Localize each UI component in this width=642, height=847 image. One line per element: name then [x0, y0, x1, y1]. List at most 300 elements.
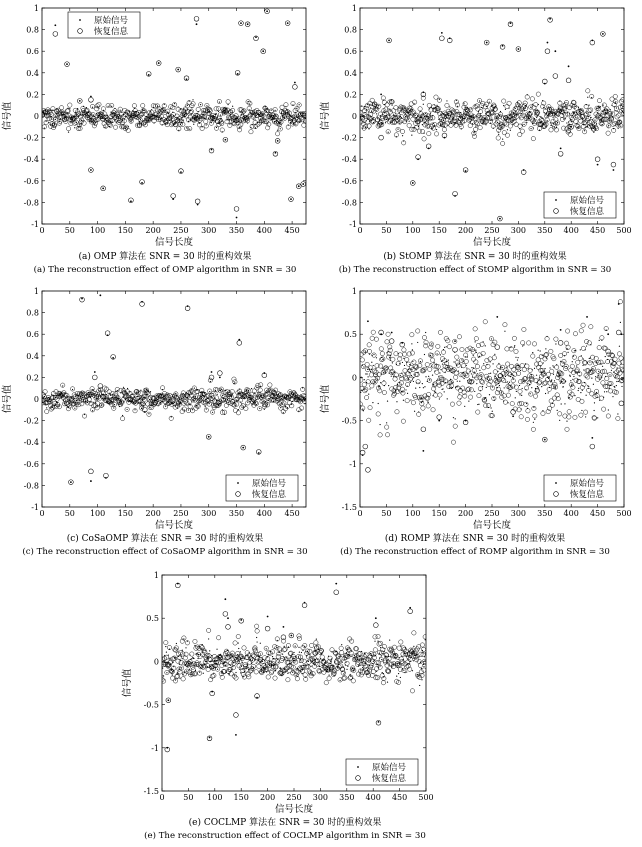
data-point-dot: [471, 373, 472, 374]
data-point-dot: [243, 111, 244, 112]
data-point-dot: [370, 107, 371, 108]
data-point-dot: [372, 118, 373, 119]
data-point-dot: [238, 121, 239, 122]
data-point-dot: [468, 401, 469, 402]
data-point-dot: [260, 119, 261, 120]
data-point-dot: [622, 106, 623, 107]
data-point-dot: [293, 670, 294, 671]
data-point-dot: [158, 116, 159, 117]
data-point-dot: [600, 106, 601, 107]
data-point-dot: [101, 404, 102, 405]
data-point-dot: [241, 398, 242, 399]
x-tick-label: 100: [405, 226, 421, 235]
data-point-dot: [211, 122, 212, 123]
data-point-dot: [408, 369, 409, 370]
data-point-dot: [141, 115, 142, 116]
data-point-circle: [371, 330, 375, 334]
data-point-circle: [367, 349, 371, 353]
data-point-circle: [445, 103, 449, 107]
data-point-circle: [402, 352, 406, 356]
data-point-dot: [514, 345, 515, 346]
data-point-dot: [569, 397, 570, 398]
data-point-dot: [494, 399, 495, 400]
data-point-circle: [266, 675, 270, 679]
data-point-circle: [290, 671, 294, 675]
data-point-dot: [605, 356, 606, 357]
data-point-dot: [112, 394, 113, 395]
data-point-circle: [475, 364, 479, 368]
data-point-dot: [526, 122, 527, 123]
data-point-dot: [62, 385, 63, 386]
data-point-dot: [453, 361, 454, 362]
data-point-circle: [120, 416, 124, 420]
data-point-dot: [468, 119, 469, 120]
data-point-circle: [518, 124, 522, 128]
data-point-dot: [176, 643, 177, 644]
data-point-dot: [278, 662, 279, 663]
data-point-circle: [525, 95, 529, 99]
data-point-dot: [603, 105, 604, 106]
data-point-circle: [90, 408, 94, 412]
data-point-dot: [479, 370, 480, 371]
x-tick-label: 0: [357, 226, 363, 235]
data-point-dot: [219, 657, 220, 658]
data-point-dot: [581, 410, 582, 411]
data-point-circle: [508, 124, 512, 128]
y-axis-label: 信号值: [122, 668, 133, 698]
data-point-dot: [227, 399, 228, 400]
data-point-circle: [597, 98, 601, 102]
legend-dot-marker: [555, 482, 557, 484]
data-point-dot: [373, 354, 374, 355]
data-point-dot: [604, 391, 605, 392]
data-point-dot: [431, 343, 432, 344]
data-point-circle: [144, 112, 148, 116]
caption-c-en: (c) The reconstruction effect of CoSaOMP algorithm in SNR = 30: [22, 547, 308, 557]
data-point-dot: [574, 350, 575, 351]
data-point-circle: [457, 335, 461, 339]
data-point-dot: [464, 406, 465, 407]
data-point-dot: [259, 394, 260, 395]
data-point-circle: [430, 358, 434, 362]
data-point-dot: [498, 363, 499, 364]
y-tick-label: -1: [349, 459, 357, 469]
data-point-dot: [239, 669, 240, 670]
data-point-circle: [579, 329, 583, 333]
data-point-dot: [460, 112, 461, 113]
data-point-circle: [193, 672, 197, 676]
data-point-circle: [214, 126, 218, 130]
data-point-dot: [540, 365, 541, 366]
data-point-dot: [169, 658, 170, 659]
data-point-dot: [93, 402, 94, 403]
data-point-dot: [287, 658, 288, 659]
data-point-dot: [430, 113, 431, 114]
data-point-dot: [415, 369, 416, 370]
data-point-dot: [580, 349, 581, 350]
data-point-dot: [120, 110, 121, 111]
data-point-dot: [499, 115, 500, 116]
data-point-dot: [128, 126, 129, 127]
data-point-dot: [200, 661, 201, 662]
data-point-dot: [277, 400, 278, 401]
data-point-dot: [166, 651, 167, 652]
data-point-dot: [283, 656, 284, 657]
data-point-dot: [518, 48, 520, 50]
data-point-dot: [264, 660, 265, 661]
data-point-dot: [453, 117, 454, 118]
data-point-circle: [98, 384, 103, 389]
data-point-dot: [78, 398, 79, 399]
data-point-dot: [258, 452, 260, 454]
data-point-dot: [471, 367, 472, 368]
data-point-dot: [328, 675, 329, 676]
data-point-circle: [600, 336, 604, 340]
data-point-dot: [586, 345, 587, 346]
data-point-dot: [276, 400, 277, 401]
data-point-circle: [532, 342, 536, 346]
data-point-dot: [622, 378, 623, 379]
data-point-dot: [92, 410, 93, 411]
data-point-dot: [265, 106, 266, 107]
data-point-dot: [492, 386, 493, 387]
data-point-dot: [533, 422, 534, 423]
y-tick-label: 1: [351, 4, 357, 13]
data-point-circle: [365, 362, 369, 366]
data-point-dot: [148, 74, 150, 76]
data-point-circle: [606, 131, 610, 135]
data-point-circle: [519, 415, 523, 419]
data-point-dot: [507, 129, 508, 130]
data-point-dot: [611, 370, 612, 371]
data-point-dot: [485, 345, 486, 346]
x-tick-label: 150: [431, 226, 447, 235]
data-point-dot: [504, 331, 505, 332]
data-point-dot: [463, 378, 464, 379]
data-point-dot: [69, 108, 70, 109]
y-tick-label: 0: [33, 395, 39, 404]
data-point-circle: [573, 332, 577, 336]
data-point-dot: [231, 669, 232, 670]
data-point-dot: [144, 397, 145, 398]
data-point-circle: [246, 672, 250, 676]
data-point-dot: [398, 390, 399, 391]
x-tick-label: 350: [228, 226, 245, 235]
data-point-circle: [567, 409, 571, 413]
data-point-dot: [527, 383, 528, 384]
data-point-dot: [189, 129, 190, 130]
data-point-dot: [321, 653, 322, 654]
data-point-dot: [588, 386, 589, 387]
data-point-dot: [618, 128, 619, 129]
data-point-circle: [234, 676, 238, 680]
data-point-dot: [309, 654, 310, 655]
data-point-dot: [482, 108, 483, 109]
data-point-circle: [468, 395, 472, 399]
data-point-dot: [92, 107, 93, 108]
data-point-dot: [330, 661, 331, 662]
data-point-dot: [304, 646, 305, 647]
data-point-dot: [566, 108, 567, 109]
data-point-dot: [366, 373, 367, 374]
data-point-circle: [447, 344, 451, 348]
data-point-dot: [302, 387, 303, 388]
data-point-circle: [492, 356, 496, 360]
plot-area: [40, 9, 308, 219]
data-point-dot: [622, 379, 623, 380]
data-point-dot: [250, 397, 251, 398]
data-point-dot: [227, 650, 228, 651]
data-point-circle: [529, 392, 533, 396]
data-point-circle: [280, 105, 284, 109]
data-point-circle: [217, 371, 222, 376]
y-tick-label: 0: [351, 373, 357, 383]
data-point-dot: [140, 119, 141, 120]
data-point-dot: [233, 662, 234, 663]
data-point-dot: [134, 409, 135, 410]
data-point-dot: [472, 123, 473, 124]
data-point-dot: [615, 101, 616, 102]
data-point-circle: [550, 369, 554, 373]
data-point-dot: [413, 381, 414, 382]
data-point-dot: [512, 117, 513, 118]
data-point-dot: [384, 385, 385, 386]
data-point-circle: [292, 84, 297, 89]
y-tick-label: 0: [33, 112, 39, 121]
data-point-dot: [114, 404, 115, 405]
caption-c: [15, 533, 315, 559]
data-point-dot: [54, 24, 56, 26]
data-point-dot: [411, 109, 412, 110]
data-point-dot: [206, 124, 207, 125]
data-point-dot: [369, 388, 370, 389]
data-point-dot: [298, 411, 299, 412]
data-point-dot: [471, 380, 472, 381]
data-point-dot: [442, 363, 443, 364]
data-point-dot: [209, 650, 210, 651]
data-point-circle: [360, 358, 364, 362]
x-tick-label: 300: [201, 226, 217, 235]
x-tick-label: 450: [391, 793, 408, 802]
data-point-dot: [174, 657, 175, 658]
y-tick-label: 1: [153, 571, 159, 580]
data-point-circle: [565, 127, 569, 131]
data-point-dot: [314, 662, 315, 663]
data-point-dot: [606, 391, 607, 392]
data-point-dot: [379, 386, 380, 387]
data-point-dot: [580, 392, 581, 393]
data-point-circle: [554, 128, 558, 132]
data-point-dot: [216, 127, 217, 128]
data-point-circle: [196, 107, 200, 111]
data-point-dot: [474, 391, 475, 392]
data-point-dot: [364, 379, 365, 380]
data-point-circle: [616, 416, 620, 420]
data-point-circle: [366, 380, 370, 384]
chart-panel-d: [318, 283, 636, 533]
data-point-dot: [607, 333, 609, 335]
data-point-dot: [275, 670, 276, 671]
data-point-circle: [89, 469, 94, 474]
data-point-dot: [181, 667, 182, 668]
data-point-dot: [183, 674, 184, 675]
data-point-dot: [618, 303, 620, 305]
data-point-circle: [367, 343, 371, 347]
data-point-circle: [248, 669, 252, 673]
data-point-dot: [590, 344, 591, 345]
data-point-dot: [568, 65, 570, 67]
data-point-dot: [286, 657, 287, 658]
data-point-circle: [379, 347, 383, 351]
data-point-dot: [221, 389, 222, 390]
x-tick-label: 300: [510, 509, 527, 518]
data-point-circle: [473, 127, 477, 131]
data-point-circle: [409, 102, 413, 106]
data-point-dot: [519, 106, 520, 107]
data-point-circle: [324, 680, 328, 684]
data-point-dot: [419, 387, 420, 388]
data-point-dot: [391, 376, 392, 377]
data-point-circle: [586, 89, 590, 93]
data-point-circle: [450, 108, 454, 112]
data-point-circle: [258, 388, 262, 392]
data-point-dot: [608, 409, 609, 410]
data-point-dot: [539, 129, 540, 130]
data-point-dot: [376, 357, 377, 358]
data-point-dot: [548, 392, 549, 393]
data-point-dot: [555, 388, 556, 389]
data-point-dot: [572, 115, 573, 116]
data-point-dot: [442, 388, 443, 389]
data-point-circle: [453, 347, 458, 352]
data-point-circle: [481, 351, 485, 355]
data-point-circle: [268, 383, 272, 387]
data-point-circle: [509, 364, 513, 368]
data-point-dot: [79, 100, 81, 102]
data-point-dot: [225, 665, 226, 666]
data-point-dot: [412, 361, 413, 362]
data-point-dot: [221, 118, 222, 119]
data-point-circle: [503, 400, 507, 404]
data-point-circle: [378, 433, 382, 437]
data-point-dot: [383, 111, 384, 112]
data-point-circle: [554, 337, 558, 341]
data-point-dot: [543, 107, 544, 108]
data-point-circle: [581, 323, 585, 327]
data-point-dot: [613, 372, 614, 373]
data-point-dot: [446, 346, 447, 347]
data-point-circle: [382, 381, 386, 385]
data-point-dot: [291, 404, 292, 405]
data-point-dot: [439, 372, 440, 373]
data-point-dot: [211, 371, 213, 373]
data-point-dot: [550, 122, 551, 123]
data-point-circle: [457, 401, 461, 405]
data-point-dot: [424, 386, 425, 387]
data-point-dot: [44, 128, 45, 129]
data-point-circle: [571, 385, 575, 389]
x-tick-label: 150: [117, 509, 134, 518]
data-point-dot: [211, 149, 213, 151]
data-point-dot: [608, 125, 609, 126]
data-point-dot: [277, 640, 278, 641]
data-point-dot: [104, 391, 105, 392]
data-point-dot: [308, 661, 309, 662]
data-point-dot: [156, 400, 157, 401]
data-point-dot: [511, 374, 512, 375]
data-point-dot: [397, 119, 398, 120]
data-point-circle: [392, 392, 396, 396]
data-point-dot: [459, 114, 460, 115]
data-point-dot: [232, 106, 233, 107]
data-point-dot: [519, 385, 520, 386]
data-point-dot: [522, 388, 523, 389]
data-point-dot: [203, 673, 204, 674]
data-point-dot: [618, 111, 619, 112]
data-point-dot: [279, 652, 280, 653]
data-point-dot: [463, 103, 464, 104]
data-point-dot: [259, 662, 260, 663]
data-point-dot: [368, 394, 369, 395]
data-point-circle: [553, 74, 558, 79]
data-point-circle: [377, 104, 381, 108]
data-point-circle: [232, 377, 236, 381]
data-point-dot: [325, 661, 326, 662]
data-point-dot: [451, 123, 452, 124]
data-point-dot: [563, 386, 564, 387]
data-point-circle: [308, 649, 312, 653]
data-point-dot: [597, 417, 598, 418]
data-point-dot: [573, 376, 574, 377]
data-point-dot: [549, 377, 550, 378]
y-tick-label: -0.4: [341, 155, 357, 165]
y-tick-label: -0.4: [23, 155, 39, 165]
data-point-circle: [593, 361, 597, 365]
data-point-dot: [93, 389, 94, 390]
legend-label-recovered: 恢复信息: [94, 27, 129, 37]
data-point-dot: [247, 402, 248, 403]
data-point-dot: [442, 125, 443, 126]
data-point-dot: [217, 117, 218, 118]
data-point-circle: [295, 677, 299, 681]
data-point-dot: [297, 676, 298, 677]
data-point-dot: [441, 32, 443, 34]
data-point-dot: [300, 401, 301, 402]
legend-label-recovered: 恢复信息: [570, 207, 605, 217]
data-point-dot: [237, 73, 239, 75]
data-point-circle: [579, 413, 583, 417]
x-tick-label: 50: [381, 509, 392, 518]
data-point-dot: [554, 380, 555, 381]
data-point-dot: [508, 390, 509, 391]
data-point-circle: [567, 415, 571, 419]
data-point-dot: [458, 393, 459, 394]
data-point-circle: [102, 121, 106, 125]
data-point-dot: [401, 117, 402, 118]
data-point-dot: [510, 22, 512, 24]
data-point-dot: [311, 666, 312, 667]
data-point-dot: [592, 361, 593, 362]
data-point-circle: [611, 364, 615, 368]
data-point-dot: [72, 389, 73, 390]
data-point-dot: [98, 108, 99, 109]
legend-dot-marker: [555, 199, 557, 201]
data-point-dot: [404, 365, 405, 366]
data-point-dot: [554, 50, 556, 52]
data-point-dot: [545, 123, 546, 124]
data-point-circle: [453, 375, 457, 379]
data-point-dot: [422, 401, 423, 402]
